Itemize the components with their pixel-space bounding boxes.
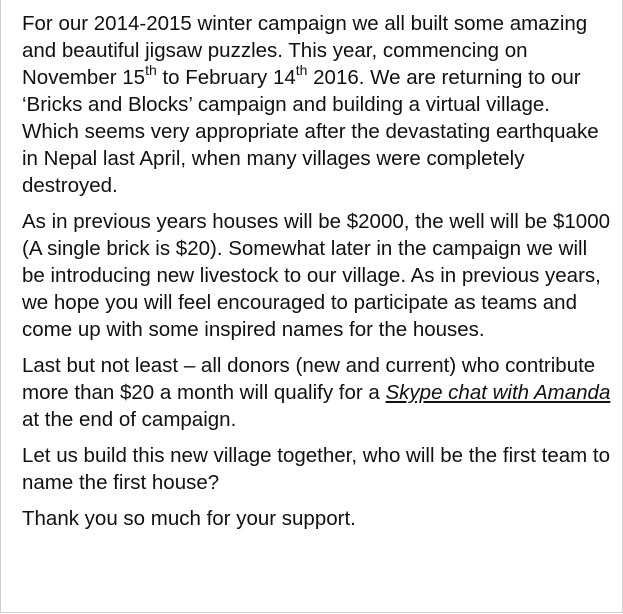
pricing-paragraph: As in previous years houses will be $2000, the well will be $1000 (A single brick is $20). Somewhat later in the campaign we will be introducing new livestock to our village. As in previous years, we hope you will feel encouraged to participate as teams and come up with some inspired names for the houses. (22, 210, 611, 341)
ordinal-suffix: th (295, 62, 308, 78)
donor-reward-paragraph (22, 352, 612, 433)
intro-text-part-2: to February 14 (156, 66, 296, 89)
skype-chat-link[interactable]: Skype chat with Amanda (385, 381, 611, 404)
intro-paragraph (22, 10, 612, 199)
donor-text-part-1: Last but not least – all donors (new and current) who contribute more than $20 a month will qualify for a (22, 354, 596, 404)
donor-text-part-2: at the end of campaign. (22, 408, 237, 431)
campaign-announcement (22, 10, 612, 541)
intro-text-part-1: For our 2014-2015 winter campaign we all built some amazing and beautiful jigsaw puzzles. This year, commencing on November 15 (22, 12, 588, 89)
thank-you-paragraph: Thank you so much for your support. (22, 507, 356, 530)
intro-text-part-3: 2016. We are returning to our ‘Bricks and Blocks’ campaign and building a virtual village. Which seems very appropriate after the devastating earthquake in Nepal last April, when many villages were completely destroyed. (22, 66, 599, 197)
ordinal-suffix: th (145, 62, 157, 78)
call-to-action-paragraph: Let us build this new village together, who will be the first team to name the first house? (22, 444, 610, 494)
